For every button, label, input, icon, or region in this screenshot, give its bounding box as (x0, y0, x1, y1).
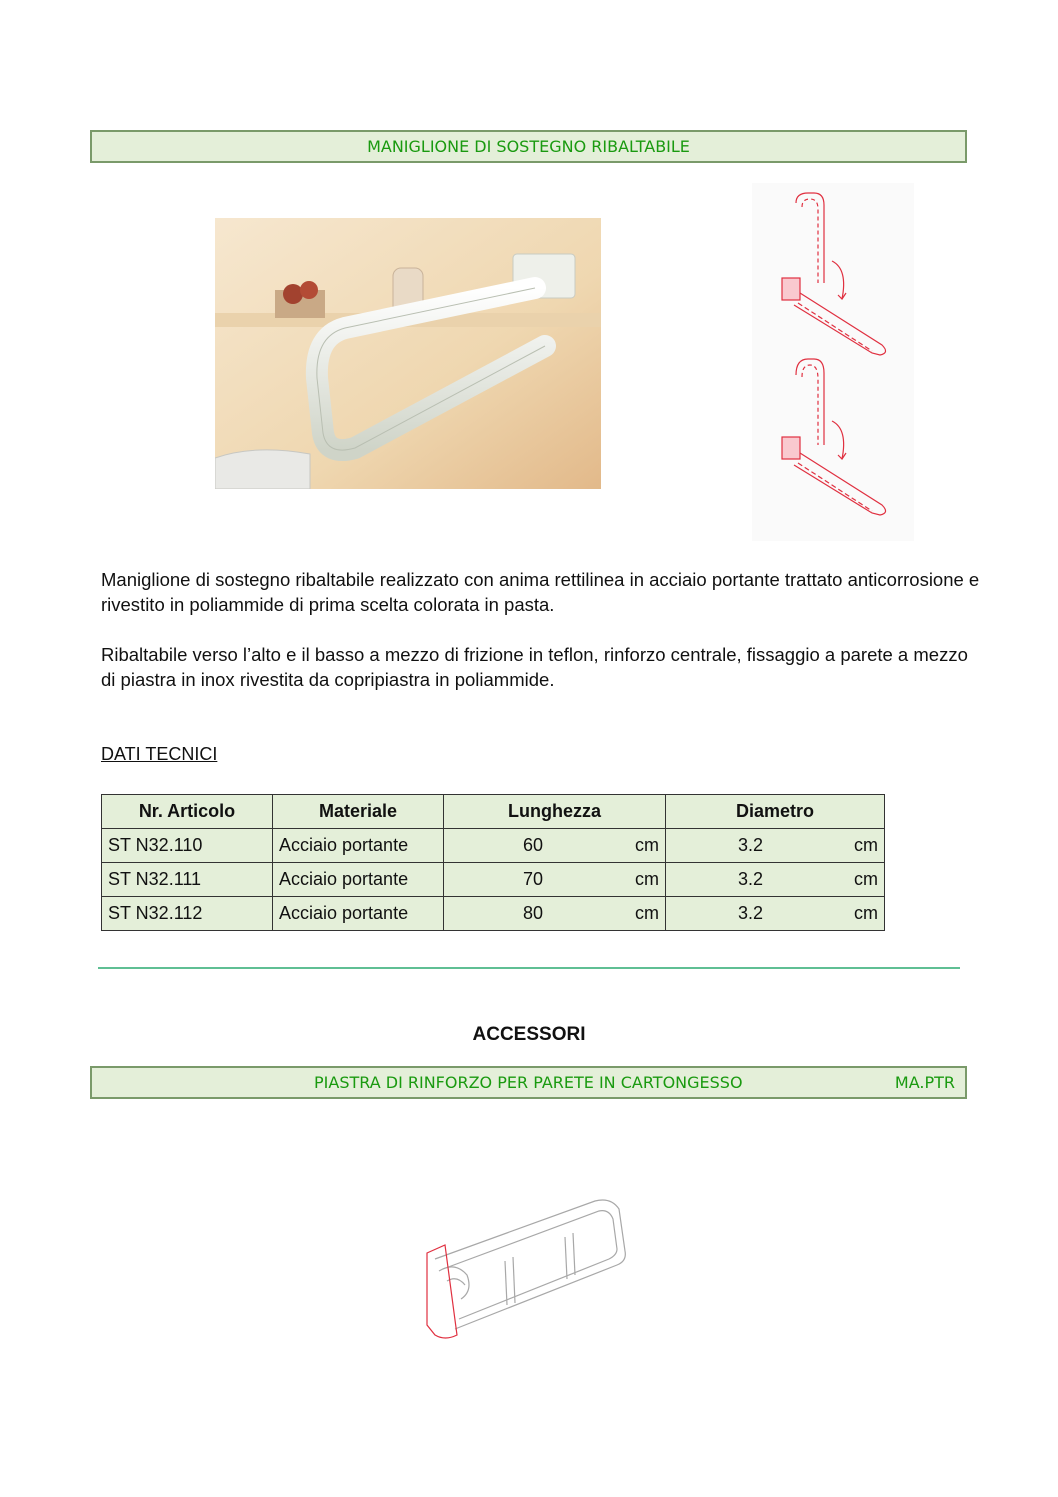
accessory-item-bar (90, 1066, 967, 1099)
technical-drawing-flip-up (752, 183, 914, 541)
description-paragraph-1: Maniglione di sostegno ribaltabile realizzato con anima rettilinea in acciaio portante trattato anticorrosione e rivestito in poliammide di prima scelta colorata in pasta. (101, 569, 980, 615)
cell-materiale: Acciaio portante (273, 863, 444, 897)
technical-data-heading: DATI TECNICI (101, 744, 218, 764)
product-title: MANIGLIONE DI SOSTEGNO RIBALTABILE (367, 137, 690, 156)
table-row (102, 829, 885, 863)
accessory-code: MA.PTR (894, 1073, 955, 1092)
cell-diametro: 3.2 cm (666, 897, 885, 931)
cell-diametro: 3.2 cm (666, 829, 885, 863)
table-header-row (102, 795, 885, 829)
technical-data-table (101, 794, 885, 931)
table-row (102, 863, 885, 897)
header-articolo: Nr. Articolo (102, 795, 273, 829)
section-divider (98, 967, 960, 969)
header-materiale: Materiale (273, 795, 444, 829)
header-diametro: Diametro (666, 795, 885, 829)
cell-materiale: Acciaio portante (273, 897, 444, 931)
header-lunghezza: Lunghezza (444, 795, 666, 829)
accessory-drawing (415, 1195, 635, 1345)
accessories-heading: ACCESSORI (472, 1024, 586, 1045)
cell-materiale: Acciaio portante (273, 829, 444, 863)
cell-articolo: ST N32.112 (102, 897, 273, 931)
cell-diametro: 3.2 cm (666, 863, 885, 897)
product-title-bar (90, 130, 967, 163)
cell-lunghezza: 70 cm (444, 863, 666, 897)
product-photo (215, 218, 601, 489)
table-row (102, 897, 885, 931)
accessory-name: PIASTRA DI RINFORZO PER PARETE IN CARTONGESSO (314, 1073, 743, 1092)
cell-articolo: ST N32.110 (102, 829, 273, 863)
cell-lunghezza: 80 cm (444, 897, 666, 931)
cell-lunghezza: 60 cm (444, 829, 666, 863)
description-paragraph-2: Ribaltabile verso l’alto e il basso a mezzo di frizione in teflon, rinforzo centrale, fissaggio a parete a mezzo di piastra in inox rivestita da copripiastra in poliammide. (101, 644, 968, 690)
cell-articolo: ST N32.111 (102, 863, 273, 897)
